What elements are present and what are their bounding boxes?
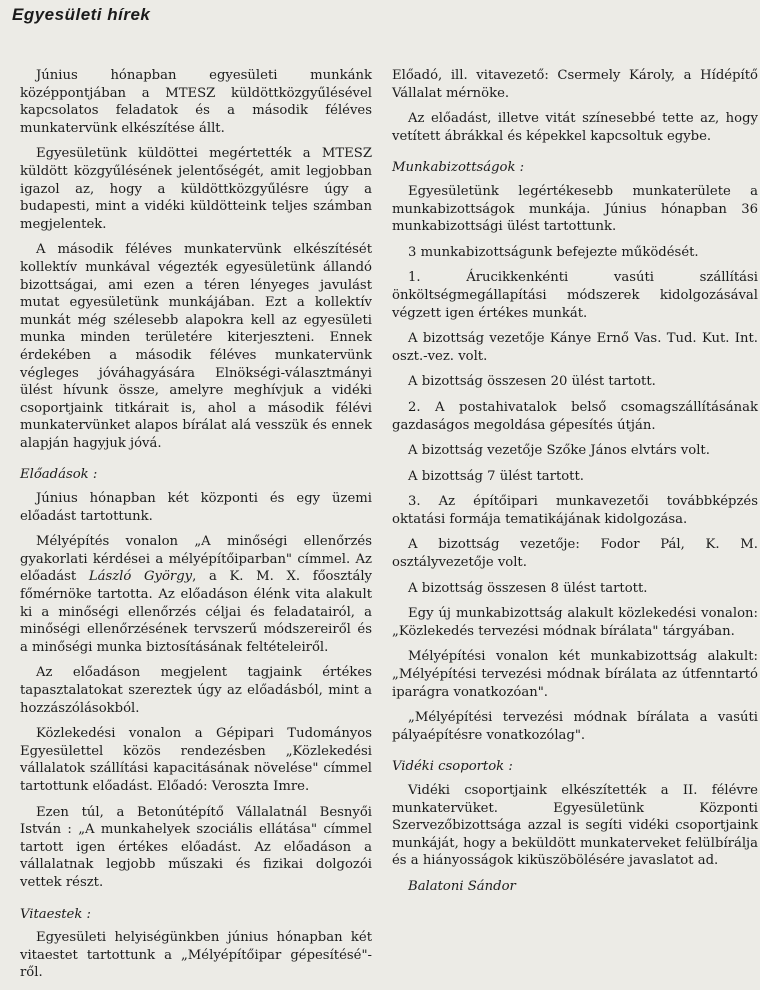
paragraph: A bizottság vezetője: Fodor Pál, K. M. osztályvezetője volt. bbox=[392, 537, 758, 571]
section-heading-vitaestek: Vitaestek : bbox=[20, 906, 91, 922]
paragraph: A bizottság 7 ülést tartott. bbox=[408, 468, 584, 484]
paragraph bbox=[20, 533, 372, 656]
paragraph: Előadó, ill. vitavezető: Csermely Károly, a Hídépítő Vállalat mérnöke. bbox=[392, 68, 758, 101]
paragraph: A bizottság összesen 8 ülést tartott. bbox=[408, 580, 648, 596]
paragraph: A bizottság összesen 20 ülést tartott. bbox=[408, 374, 656, 390]
paragraph: Vidéki csoportjaink elkészítették a II. félévre munkatervüket. Egyesületünk Központi Szervezőbizottsága azzal is segíti vidéki csoportjaink munkáját, hogy a beküldött munkaterveket felülbírálja és a hiányosságok kiküszöbölésére javaslatot ad. bbox=[392, 783, 758, 869]
paragraph: 3. Az építőipari munkavezetői továbbképzés oktatási formája tematikájának kidolgozása. bbox=[392, 494, 758, 527]
paragraph: Az előadáson megjelent tagjaink értékes tapasztalatokat szereztek úgy az előadásból, mint a hozzászólásokból. bbox=[20, 665, 372, 716]
paragraph: Mélyépítési vonalon két munkabizottság alakult: „Mélyépítési tervezési módnak bírálata az útfenntartó iparágra vonatkozóan". bbox=[392, 649, 758, 700]
paragraph: 3 munkabizottságunk befejezte működését. bbox=[408, 244, 699, 260]
paragraph: „Mélyépítési tervezési módnak bírálata a vasúti pályaépítésre vonatkozólag". bbox=[392, 710, 758, 743]
paragraph: A bizottság vezetője Szőke János elvtárs volt. bbox=[408, 443, 710, 459]
paragraph: Az előadást, illetve vitát színesebbé tette az, hogy vetített ábrákkal és képekkel kapcsoltuk egybe. bbox=[392, 111, 758, 144]
speaker-name: László György bbox=[88, 569, 193, 585]
author-signature: Balatoni Sándor bbox=[408, 878, 516, 894]
page-title: Egyesületi hírek bbox=[12, 5, 151, 24]
paragraph: Közlekedési vonalon a Gépipari Tudományos Egyesülettel közös rendezésben „Közlekedési vállalatok szállítási kapacitásának növelése" címmel tartottunk előadást. Előadó: Veroszta Imre. bbox=[20, 726, 372, 794]
paragraph: A bizottság vezetője Kánye Ernő Vas. Tud. Kut. Int. oszt.-vez. volt. bbox=[392, 331, 758, 364]
paragraph: Egy új munkabizottság alakult közlekedési vonalon: „Közlekedés tervezési módnak bírálata" tárgyában. bbox=[392, 606, 758, 639]
paragraph: Június hónapban egyesületi munkánk középpontjában a MTESZ küldöttközgyűlésével kapcsolatos feladatok és a második féléves munkatervünk elkészítése állt. bbox=[20, 68, 372, 136]
section-heading-videki: Vidéki csoportok : bbox=[392, 759, 513, 775]
section-heading-eloadasok: Előadások : bbox=[20, 467, 98, 483]
paragraph: 1. Árucikkenkénti vasúti szállítási önköltségmegállapítási módszerek kidolgozásával végzett igen értékes munkát. bbox=[392, 270, 758, 321]
left-column bbox=[20, 67, 372, 990]
paragraph-text: , a K. M. X. főosztály főmérnöke tartotta. Az előadáson élénk vita alakult ki a minőségi ellenőrzés céljai és feladatairól, a minőségi ellenőrzésének tervszerű módszereiről és a minőségi munka biztosításának feltételeiről. bbox=[20, 569, 373, 655]
section-heading-munkabizottsagok: Munkabizottságok : bbox=[392, 160, 525, 176]
paragraph: Egyesületünk legértékesebb munkaterülete a munkabizottságok munkája. Június hónapban 36 munkabizottsági ülést tartottunk. bbox=[392, 183, 758, 235]
paragraph: Egyesületi helyiségünkben június hónapban két vitaestet tartottunk a „Mélyépítőipar gépesítésé"-ről. bbox=[20, 930, 372, 981]
paragraph: Ezen túl, a Betonútépítő Vállalatnál Besnyői István : „A munkahelyek szociális ellátása" címmel tartott igen értékes előadást. Az előadáson a vállalatnak legjobb műszaki és fizikai dolgozói vettek részt. bbox=[20, 804, 372, 890]
paragraph: Június hónapban két központi és egy üzemi előadást tartottunk. bbox=[20, 491, 372, 524]
paragraph: Egyesületünk küldöttei megértették a MTESZ küldött közgyűlésének jelentőségét, amit legjobban igazol az, hogy a küldöttközgyűlésre úgy a budapesti, mint a vidéki küldötteink teljes számban megjelentek. bbox=[20, 146, 372, 232]
right-column bbox=[392, 67, 758, 904]
paragraph: 2. A postahivatalok belső csomagszállításának gazdaságos megoldása gépesítés útján. bbox=[392, 399, 758, 433]
paragraph-text: Mélyépítés vonalon „A minőségi ellenőrzés gyakorlati kérdései a mélyépítőiparban" címmel. Az előadást bbox=[20, 534, 372, 585]
paragraph: A második féléves munkatervünk elkészítését kollektív munkával végezték egyesületünk állandó bizottságai, ami ezen a téren lényeges javulást mutat egyesületünk munkájában. Ezt a kollektív munkát még szélesebb alapokra kell az egyesületi munka minden területére kiterjeszteni. Ennek érdekében a második féléves munkatervünk végleges jóváhagyására Elnökségi-választmányi ülést hívunk össze, amelyre meghívjuk a vidéki csoportjaink titkárait is, ahol a második félévi munkatervünket alapos bírálat alá vesszük és ennek alapján hagyjuk jóvá. bbox=[20, 242, 372, 451]
